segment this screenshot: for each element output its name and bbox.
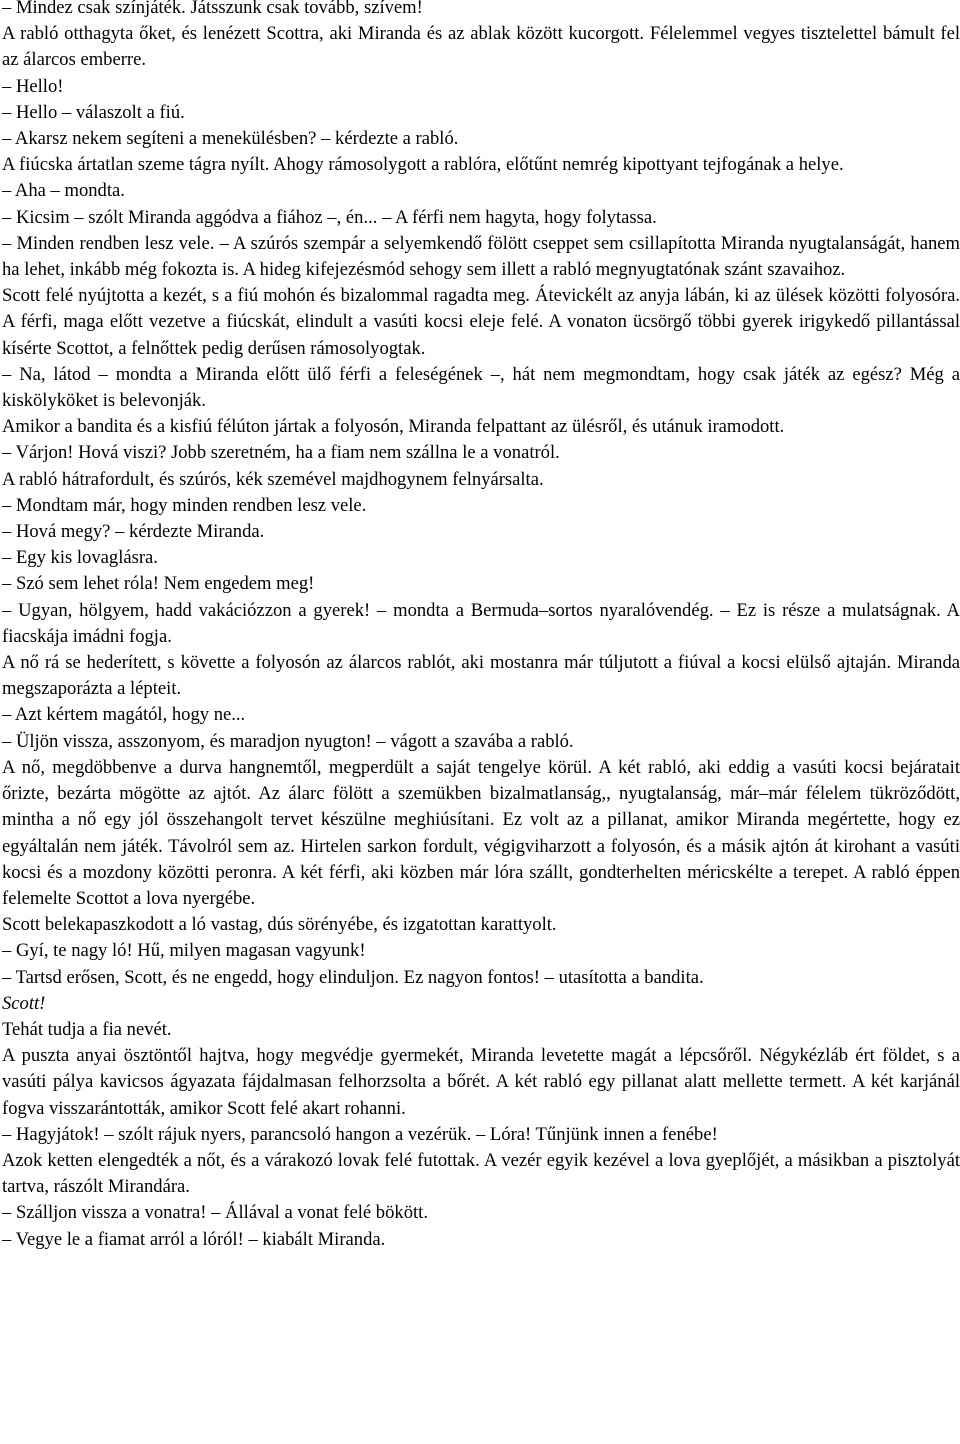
paragraph: A rabló otthagyta őket, és lenézett Scottra, aki Miranda és az ablak között kucorgott. Félelemmel vegyes tisztelettel bámult fel az álarcos emberre.: [2, 23, 960, 71]
paragraph: Amikor a bandita és a kisfiú félúton jártak a folyosón, Miranda felpattant az ülésről, és utánuk iramodott.: [2, 416, 785, 438]
paragraph: – Tartsd erősen, Scott, és ne engedd, hogy elinduljon. Ez nagyon fontos! – utasította a bandita.: [2, 966, 704, 988]
paragraph: – Várjon! Hová viszi? Jobb szeretném, ha a fiam nem szállna le a vonatról.: [2, 442, 560, 464]
paragraph: – Hello – válaszolt a fiú.: [2, 101, 185, 123]
paragraph: – Szálljon vissza a vonatra! – Állával a vonat felé bökött.: [2, 1202, 428, 1224]
paragraph: Scott felé nyújtotta a kezét, s a fiú mohón és bizalommal ragadta meg. Átevickélt az anyja lábán, ki az ülések közötti folyosóra. A férfi, maga előtt vezetve a fiúcskát, elindult a vasúti kocsi eleje felé. A vonaton ücsörgő többi gyerek irigykedő pillantással kísérte Scottot, a felnőttek pedig derűsen rámosolyogtak.: [2, 285, 960, 359]
paragraph: A rabló hátrafordult, és szúrós, kék szemével majdhogynem felnyársalta.: [2, 468, 544, 490]
paragraph: Azok ketten elengedték a nőt, és a várakozó lovak felé futottak. A vezér egyik kezével a lova gyeplőjét, a másikban a pisztolyát tartva, rászólt Mirandára.: [2, 1149, 960, 1198]
paragraph: – Mondtam már, hogy minden rendben lesz vele.: [2, 494, 367, 516]
paragraph: – Mindez csak színjáték. Játsszunk csak tovább, szívem!: [2, 0, 423, 18]
paragraph: – Azt kértem magától, hogy ne...: [2, 704, 246, 726]
paragraph: – Akarsz nekem segíteni a menekülésben? – kérdezte a rabló.: [2, 128, 459, 150]
paragraph: Scott belekapaszkodott a ló vastag, dús sörényébe, és izgatottan karattyolt.: [2, 914, 557, 936]
paragraph: – Szó sem lehet róla! Nem engedem meg!: [2, 573, 315, 595]
paragraph: – Hagyjátok! – szólt rájuk nyers, parancsoló hangon a vezérük. – Lóra! Tűnjünk innen a fenébe!: [2, 1123, 718, 1145]
paragraph: A fiúcska ártatlan szeme tágra nyílt. Ahogy rámosolygott a rablóra, előtűnt nemrég kipottyant tejfogának a helye.: [2, 154, 844, 176]
italic-text: Scott!: [2, 992, 46, 1014]
paragraph: – Hová megy? – kérdezte Miranda.: [2, 521, 265, 543]
paragraph: A nő, megdöbbenve a durva hangnemtől, megperdült a saját tengelye körül. A két rabló, aki eddig a vasúti kocsi bejáratait őrizte, bezárta mögötte az ajtót. Az álarc fölött a szemükben bizalmatlanság,, nyugtalanság, már–már félelem tükröződött, mintha a nő egy jól összehangolt tervet készülne meghiúsítani. Ez volt az a pillanat, amikor Miranda megértette, hogy ez egyáltalán nem játék. Távolról sem az. Hirtelen sarkon fordult, végigviharzott a folyosón, és a másik ajtón át kirohant a vasúti kocsi és a mozdony közötti peronra. A két férfi, aki közben már lóra szállt, gondterhelten méricskélte a terepet. A rabló éppen felemelte Scottot a lova nyergébe.: [2, 756, 960, 909]
paragraph: – Kicsim – szólt Miranda aggódva a fiához –, én... – A férfi nem hagyta, hogy folytassa.: [2, 206, 657, 228]
paragraph: – Vegye le a fiamat arról a lóról! – kiabált Miranda.: [2, 1228, 386, 1250]
paragraph: – Egy kis lovaglásra.: [2, 547, 158, 569]
paragraph: Tehát tudja a fia nevét.: [2, 1018, 172, 1040]
paragraph: – Üljön vissza, asszonyom, és maradjon nyugton! – vágott a szavába a rabló.: [2, 730, 574, 752]
paragraph: – Hello!: [2, 75, 64, 97]
italic-thought: [2, 991, 960, 1017]
paragraph: – Aha – mondta.: [2, 180, 125, 202]
paragraph: – Minden rendben lesz vele. – A szúrós szempár a selyemkendő fölött cseppet sem csillapította Miranda nyugtalanságát, hanem ha lehet, inkább még fokozta is. A hideg kifejezésmód sehogy sem illett a rabló megnyugtatónak szánt szavaihoz.: [2, 232, 960, 281]
paragraph: A puszta anyai ösztöntől hajtva, hogy megvédje gyermekét, Miranda levetette magát a lépcsőről. Négykézláb ért földet, s a vasúti pálya kavicsos ágyazata fájdalmasan felhorzsolta a bőrét. A két rabló egy pillanat alatt mellette termett. A két karjánál fogva visszarántották, amikor Scott felé akart rohanni.: [2, 1045, 960, 1119]
paragraph: – Gyí, te nagy ló! Hű, milyen magasan vagyunk!: [2, 940, 366, 962]
paragraph: – Ugyan, hölgyem, hadd vakációzzon a gyerek! – mondta a Bermuda–sortos nyaralóvendég. – Ez is része a mulatságnak. A fiacskája imádni fogja.: [2, 599, 960, 647]
paragraph: A nő rá se hederített, s követte a folyosón az álarcos rablót, aki mostanra már túljutott a fiúval a kocsi elülső ajtaján. Miranda megszaporázta a lépteit.: [2, 652, 960, 700]
paragraph: – Na, látod – mondta a Miranda előtt ülő férfi a feleségének –, hát nem megmondtam, hogy csak játék az egész? Még a kiskölyköket is belevonják.: [2, 363, 960, 412]
